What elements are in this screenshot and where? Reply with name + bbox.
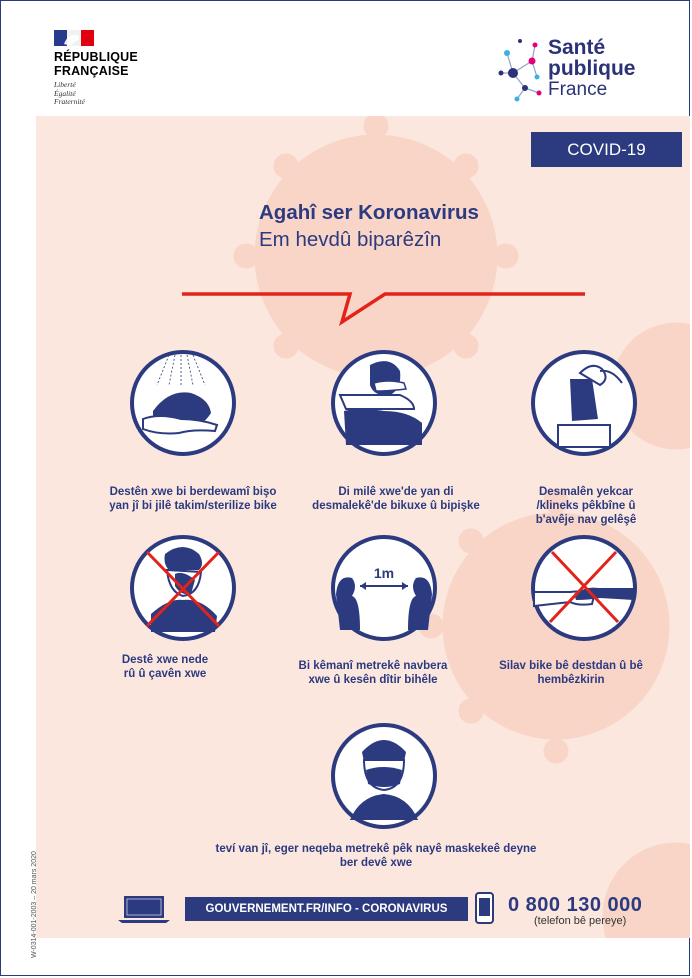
marianne-flag-icon — [54, 30, 94, 46]
distance-label: 1m — [373, 565, 395, 581]
tissue-box-icon — [530, 349, 638, 457]
molecule-logo-icon — [495, 33, 545, 113]
gesture-caption-7: teví van jî, eger neqeba metrekê pêk nayê maskekeê deyne ber devê xwe — [215, 843, 537, 869]
laptop-icon — [118, 894, 172, 924]
document-reference: W-0314-001-2003 – 20 mars 2020 — [31, 851, 38, 958]
gesture-caption-1: Destên xwe bi berdewamî bişo yan jî bi jilê takim/sterilize bike — [109, 486, 277, 512]
sante-publique-france-logo — [495, 33, 645, 113]
distance-icon — [330, 534, 438, 642]
hotline-number[interactable]: 0 800 130 000 — [508, 894, 643, 916]
no-face-touch-icon — [129, 534, 237, 642]
agency-name — [548, 37, 636, 100]
phone-icon — [474, 892, 496, 924]
covid-badge: COVID-19 — [531, 132, 682, 167]
no-handshake-icon — [530, 534, 638, 642]
poster-subtitle: Em hevdû biparêzîn — [259, 228, 442, 251]
agency-name-line2: publique — [548, 57, 636, 80]
hotline-note: (telefon bê pereye) — [534, 915, 627, 927]
gesture-caption-3: Desmalên yekcar /klineks pêkbîne û b'avêje nav gelêşê — [535, 486, 637, 526]
republic-motto: Liberté Égalité Fraternité — [54, 80, 85, 106]
government-website-link[interactable]: GOUVERNEMENT.FR/INFO - CORONAVIRUS — [185, 897, 468, 921]
face-mask-icon — [330, 722, 438, 830]
republique-francaise-title: RÉPUBLIQUE FRANÇAISE — [54, 50, 138, 78]
gesture-caption-6: Silav bike bê destdan û bê hembêzkirin — [499, 660, 643, 686]
agency-name-line1: Santé — [548, 36, 606, 59]
gesture-caption-2: Di milê xwe'de yan di desmalekê'de bikuxe û bipişke — [312, 486, 480, 512]
gesture-caption-5: Bi kêmanî metrekê navbera xwe û kesên dîtir bihêle — [298, 660, 448, 686]
gesture-caption-4: Destê xwe nede rû û çavên xwe — [121, 654, 209, 680]
poster-title: Agahî ser Koronavirus — [259, 201, 479, 224]
agency-name-line3: France — [548, 79, 608, 100]
hand-sanitizer-icon — [129, 349, 237, 457]
cough-in-elbow-icon — [330, 349, 438, 457]
speech-bubble-icon — [180, 286, 590, 328]
